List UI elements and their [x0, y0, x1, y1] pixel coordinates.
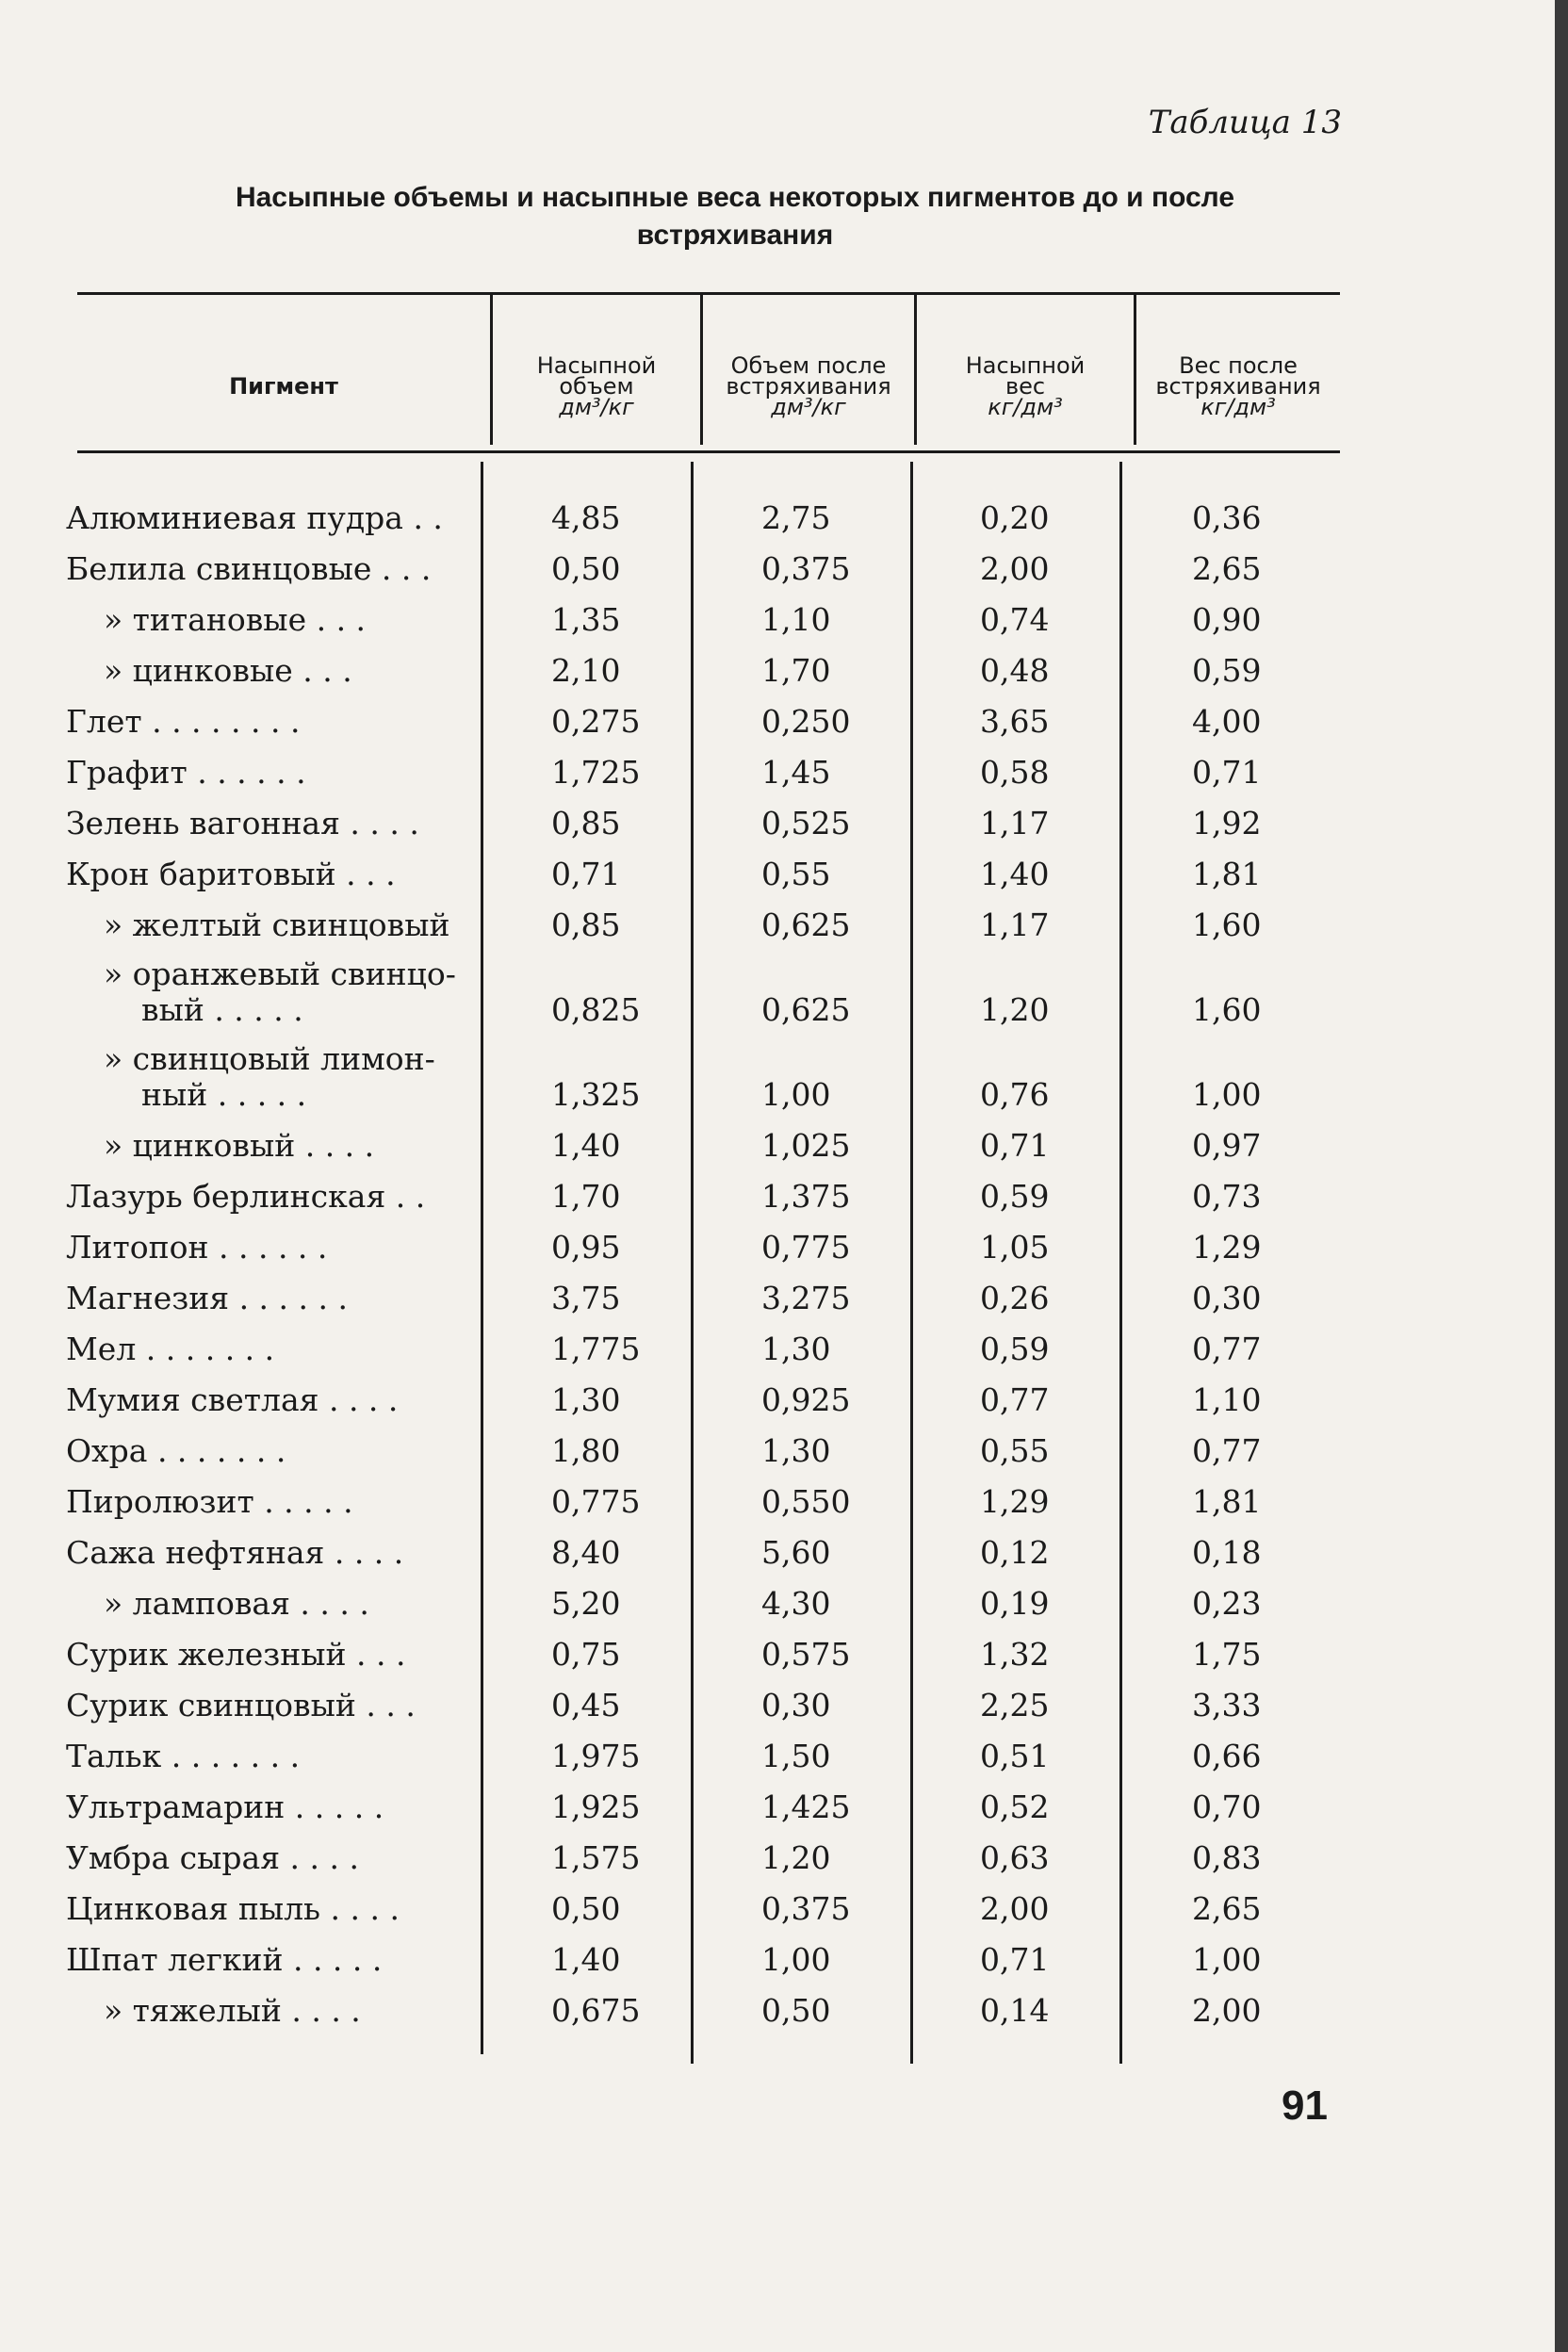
bulk-volume-value: 0,85: [551, 805, 621, 841]
pigment-name-text: Графит . . . . . .: [66, 754, 306, 791]
pigment-name-line2: ный . . . . .: [141, 1076, 307, 1113]
pigment-name-text: Сурик железный . . .: [66, 1636, 406, 1673]
top-rule: [77, 292, 1340, 295]
bulk-weight-value: 0,59: [980, 1331, 1050, 1367]
title-line-2: встряхивания: [636, 220, 834, 251]
table-row: [66, 798, 1348, 849]
volume-after-shaking-value: 4,30: [761, 1585, 831, 1622]
page-number: 91: [1282, 2082, 1328, 2129]
pigment-name: [66, 1636, 481, 1673]
pigment-name: [66, 1432, 481, 1469]
bulk-weight-value: 1,20: [980, 991, 1050, 1028]
pigment-name: [66, 1687, 481, 1723]
table-row: [66, 900, 1348, 951]
pigment-name-text: Лазурь берлинская . .: [66, 1178, 426, 1215]
pigment-name: [66, 1839, 481, 1876]
weight-after-shaking-value: 1,60: [1192, 906, 1262, 943]
pigment-name: [66, 1585, 518, 1622]
table-row: [66, 747, 1348, 798]
bulk-weight-value: 0,77: [980, 1381, 1050, 1418]
volume-after-shaking-value: 0,925: [761, 1381, 851, 1418]
pigment-name-text: Зелень вагонная . . . .: [66, 805, 419, 841]
page-edge-shadow: [1555, 0, 1568, 2352]
pigment-name: [66, 856, 481, 892]
bulk-weight-value: 0,71: [980, 1127, 1050, 1164]
header-line: Пигмент: [229, 373, 338, 400]
volume-after-shaking-value: 1,30: [761, 1432, 831, 1469]
bulk-volume-value: 2,10: [551, 652, 621, 689]
weight-after-shaking-value: 1,81: [1192, 856, 1262, 892]
weight-after-shaking-value: 0,66: [1192, 1738, 1262, 1774]
pigment-name: [66, 1534, 481, 1571]
pigment-name-text: Цинковая пыль . . . .: [66, 1890, 400, 1927]
pigment-name: [66, 499, 481, 536]
bulk-volume-value: 1,35: [551, 601, 621, 638]
volume-after-shaking-value: 1,425: [761, 1788, 851, 1825]
pigment-name-text: Магнезия . . . . . .: [66, 1280, 348, 1316]
bulk-weight-value: 1,05: [980, 1229, 1050, 1266]
bulk-weight-value: 0,71: [980, 1941, 1050, 1978]
bulk-weight-value: 1,29: [980, 1483, 1050, 1520]
weight-after-shaking-value: 1,00: [1192, 1941, 1262, 1978]
table-row: [66, 849, 1348, 900]
pigment-name: [66, 1890, 481, 1927]
pigment-name-line1: » оранжевый свинцо-: [104, 956, 456, 992]
volume-after-shaking-value: 1,10: [761, 601, 831, 638]
bulk-volume-value: 5,20: [551, 1585, 621, 1622]
bulk-volume-value: 1,40: [551, 1941, 621, 1978]
bulk-weight-value: 0,55: [980, 1432, 1050, 1469]
header-unit: дм³/кг: [771, 394, 846, 420]
pigment-name: [66, 754, 481, 791]
pigment-name-line1: » свинцовый лимон-: [104, 1040, 435, 1077]
volume-after-shaking-value: 0,375: [761, 1890, 851, 1927]
weight-after-shaking-value: 0,18: [1192, 1534, 1262, 1571]
table-row: [66, 696, 1348, 747]
bulk-weight-value: 0,20: [980, 499, 1050, 536]
table-row: [66, 1527, 1348, 1578]
pigment-name-text: Крон баритовый . . .: [66, 856, 396, 892]
pigment-name: [66, 1178, 481, 1215]
bulk-volume-value: 1,40: [551, 1127, 621, 1164]
bulk-weight-value: 2,00: [980, 550, 1050, 587]
weight-after-shaking-value: 1,75: [1192, 1636, 1262, 1673]
weight-after-shaking-value: 0,70: [1192, 1788, 1262, 1825]
table-row: [66, 544, 1348, 595]
table-row: [66, 1935, 1348, 1985]
volume-after-shaking-value: 1,025: [761, 1127, 851, 1164]
volume-after-shaking-value: 1,00: [761, 1076, 831, 1113]
bulk-weight-value: 0,52: [980, 1788, 1050, 1825]
bulk-weight-value: 2,00: [980, 1890, 1050, 1927]
bulk-volume-value: 0,50: [551, 550, 621, 587]
header-unit: кг/дм³: [1200, 394, 1276, 420]
bulk-volume-value: 1,975: [551, 1738, 641, 1774]
weight-after-shaking-value: 2,00: [1192, 1992, 1262, 2029]
table-row: [66, 1171, 1348, 1222]
header-cell: [703, 330, 914, 443]
header-line: Объем после: [730, 352, 887, 379]
pigment-name-text: » ламповая . . . .: [104, 1585, 369, 1622]
table-label: Таблица 13: [1148, 104, 1342, 141]
bulk-volume-value: 1,575: [551, 1839, 641, 1876]
bulk-weight-value: 0,26: [980, 1280, 1050, 1316]
volume-after-shaking-value: 1,20: [761, 1839, 831, 1876]
bulk-volume-value: 0,71: [551, 856, 621, 892]
bulk-volume-value: 1,775: [551, 1331, 641, 1367]
table-row: [66, 645, 1348, 696]
volume-after-shaking-value: 0,55: [761, 856, 831, 892]
bulk-volume-value: 1,325: [551, 1076, 641, 1113]
bulk-volume-value: 1,925: [551, 1788, 641, 1825]
volume-after-shaking-value: 0,575: [761, 1636, 851, 1673]
bulk-weight-value: 1,17: [980, 906, 1050, 943]
pigment-name: [66, 550, 481, 587]
table-row: [66, 1120, 1348, 1171]
header-line: встряхивания: [726, 373, 891, 400]
pigment-name: [66, 1280, 481, 1316]
pigment-name: [66, 1040, 518, 1113]
weight-after-shaking-value: 0,90: [1192, 601, 1262, 638]
bulk-weight-value: 1,32: [980, 1636, 1050, 1673]
bulk-volume-value: 0,50: [551, 1890, 621, 1927]
pigment-name-text: Сурик свинцовый . . .: [66, 1687, 416, 1723]
bulk-weight-value: 0,74: [980, 601, 1050, 638]
weight-after-shaking-value: 1,81: [1192, 1483, 1262, 1520]
header-unit: кг/дм³: [988, 394, 1063, 420]
pigment-name-text: » цинковый . . . .: [104, 1127, 375, 1164]
pigment-name: [66, 1229, 481, 1266]
volume-after-shaking-value: 1,50: [761, 1738, 831, 1774]
header-cell: [77, 330, 490, 443]
table-title: [122, 179, 1348, 254]
pigment-name-text: » желтый свинцовый: [104, 906, 450, 943]
header-line: встряхивания: [1155, 373, 1321, 400]
pigment-name-text: Алюминиевая пудра . .: [66, 499, 443, 536]
table-row: [66, 1731, 1348, 1782]
weight-after-shaking-value: 1,29: [1192, 1229, 1262, 1266]
pigment-name: [66, 703, 481, 740]
pigment-name-text: Белила свинцовые . . .: [66, 550, 432, 587]
pigment-name: [66, 1331, 481, 1367]
bulk-volume-value: 1,70: [551, 1178, 621, 1215]
weight-after-shaking-value: 1,00: [1192, 1076, 1262, 1113]
bulk-weight-value: 0,51: [980, 1738, 1050, 1774]
table-row: [66, 1680, 1348, 1731]
volume-after-shaking-value: 0,625: [761, 991, 851, 1028]
bulk-volume-value: 0,825: [551, 991, 641, 1028]
volume-after-shaking-value: 1,70: [761, 652, 831, 689]
weight-after-shaking-value: 1,10: [1192, 1381, 1262, 1418]
bulk-weight-value: 0,14: [980, 1992, 1050, 2029]
volume-after-shaking-value: 0,375: [761, 550, 851, 587]
table-row: [66, 1782, 1348, 1833]
volume-after-shaking-value: 0,30: [761, 1687, 831, 1723]
volume-after-shaking-value: 5,60: [761, 1534, 831, 1571]
volume-after-shaking-value: 0,525: [761, 805, 851, 841]
bulk-weight-value: 0,76: [980, 1076, 1050, 1113]
bulk-volume-value: 1,80: [551, 1432, 621, 1469]
table-row: [66, 1036, 1348, 1120]
table-body: [66, 493, 1348, 2036]
bulk-weight-value: 2,25: [980, 1687, 1050, 1723]
volume-after-shaking-value: 1,375: [761, 1178, 851, 1215]
table-row: [66, 1884, 1348, 1935]
volume-after-shaking-value: 0,775: [761, 1229, 851, 1266]
volume-after-shaking-value: 2,75: [761, 499, 831, 536]
bulk-weight-value: 1,17: [980, 805, 1050, 841]
bulk-weight-value: 0,58: [980, 754, 1050, 791]
header-line: Насыпной: [536, 352, 657, 379]
bulk-volume-value: 1,30: [551, 1381, 621, 1418]
pigment-name-text: Умбра сырая . . . .: [66, 1839, 359, 1876]
weight-after-shaking-value: 1,92: [1192, 805, 1262, 841]
table-row: [66, 1833, 1348, 1884]
pigment-name: [66, 1483, 481, 1520]
volume-after-shaking-value: 0,625: [761, 906, 851, 943]
weight-after-shaking-value: 0,23: [1192, 1585, 1262, 1622]
bulk-weight-value: 0,59: [980, 1178, 1050, 1215]
bulk-volume-value: 0,75: [551, 1636, 621, 1673]
volume-after-shaking-value: 0,550: [761, 1483, 851, 1520]
bulk-volume-value: 4,85: [551, 499, 621, 536]
table-row: [66, 1578, 1348, 1629]
pigment-name-text: Шпат легкий . . . . .: [66, 1941, 383, 1978]
bulk-volume-value: 0,775: [551, 1483, 641, 1520]
table-row: [66, 1273, 1348, 1324]
pigment-name: [66, 1738, 481, 1774]
volume-after-shaking-value: 1,45: [761, 754, 831, 791]
pigment-name: [66, 1381, 481, 1418]
pigment-name: [66, 1788, 481, 1825]
volume-after-shaking-value: 3,275: [761, 1280, 851, 1316]
pigment-name-text: Охра . . . . . . .: [66, 1432, 286, 1469]
weight-after-shaking-value: 0,36: [1192, 499, 1262, 536]
header-cell: [917, 330, 1134, 443]
bulk-volume-value: 0,675: [551, 1992, 641, 2029]
pigment-name: [66, 1127, 518, 1164]
title-line-1: Насыпные объемы и насыпные веса некоторых пигментов до и после: [235, 182, 1235, 213]
bulk-volume-value: 0,275: [551, 703, 641, 740]
weight-after-shaking-value: 2,65: [1192, 1890, 1262, 1927]
volume-after-shaking-value: 1,30: [761, 1331, 831, 1367]
weight-after-shaking-value: 0,97: [1192, 1127, 1262, 1164]
table-row: [66, 493, 1348, 544]
bulk-volume-value: 0,45: [551, 1687, 621, 1723]
weight-after-shaking-value: 0,83: [1192, 1839, 1262, 1876]
header-cell: [493, 330, 700, 443]
weight-after-shaking-value: 0,71: [1192, 754, 1262, 791]
table-row: [66, 951, 1348, 1036]
pigment-name-text: Глет . . . . . . . .: [66, 703, 301, 740]
pigment-name-text: Ультрамарин . . . . .: [66, 1788, 384, 1825]
pigment-name: [66, 1941, 481, 1978]
table-row: [66, 1985, 1348, 2036]
header-line: Вес после: [1179, 352, 1298, 379]
bulk-weight-value: 0,19: [980, 1585, 1050, 1622]
pigment-name-text: Пиролюзит . . . . .: [66, 1483, 353, 1520]
pigment-name: [66, 805, 481, 841]
bulk-weight-value: 1,40: [980, 856, 1050, 892]
pigment-name: [66, 906, 518, 943]
header-bottom-rule: [77, 450, 1340, 453]
header-cell: [1136, 330, 1340, 443]
table-row: [66, 595, 1348, 645]
bulk-weight-value: 0,48: [980, 652, 1050, 689]
table-row: [66, 1477, 1348, 1527]
volume-after-shaking-value: 1,00: [761, 1941, 831, 1978]
header-line: объем: [559, 373, 634, 400]
pigment-name: [66, 1992, 518, 2029]
header-line: Насыпной: [965, 352, 1086, 379]
weight-after-shaking-value: 2,65: [1192, 550, 1262, 587]
weight-after-shaking-value: 0,77: [1192, 1331, 1262, 1367]
pigment-name-text: Сажа нефтяная . . . .: [66, 1534, 404, 1571]
weight-after-shaking-value: 3,33: [1192, 1687, 1262, 1723]
bulk-weight-value: 0,63: [980, 1839, 1050, 1876]
bulk-volume-value: 8,40: [551, 1534, 621, 1571]
table-row: [66, 1375, 1348, 1426]
volume-after-shaking-value: 0,250: [761, 703, 851, 740]
bulk-weight-value: 3,65: [980, 703, 1050, 740]
weight-after-shaking-value: 0,59: [1192, 652, 1262, 689]
table-row: [66, 1629, 1348, 1680]
pigment-name-text: » титановые . . .: [104, 601, 367, 638]
weight-after-shaking-value: 0,30: [1192, 1280, 1262, 1316]
weight-after-shaking-value: 4,00: [1192, 703, 1262, 740]
pigment-name-line2: вый . . . . .: [141, 991, 303, 1028]
pigment-name-text: Мумия светлая . . . .: [66, 1381, 399, 1418]
bulk-volume-value: 3,75: [551, 1280, 621, 1316]
table-row: [66, 1426, 1348, 1477]
bulk-volume-value: 0,85: [551, 906, 621, 943]
pigment-name: [66, 956, 518, 1028]
pigment-name-text: Тальк . . . . . . .: [66, 1738, 301, 1774]
table-row: [66, 1222, 1348, 1273]
table-row: [66, 1324, 1348, 1375]
header-line: вес: [1004, 373, 1046, 400]
pigment-name-text: » цинковые . . .: [104, 652, 352, 689]
bulk-volume-value: 0,95: [551, 1229, 621, 1266]
bulk-volume-value: 1,725: [551, 754, 641, 791]
header-unit: дм³/кг: [559, 394, 634, 420]
weight-after-shaking-value: 0,77: [1192, 1432, 1262, 1469]
pigment-name: [66, 652, 518, 689]
bulk-weight-value: 0,12: [980, 1534, 1050, 1571]
weight-after-shaking-value: 0,73: [1192, 1178, 1262, 1215]
pigment-name-text: Мел . . . . . . .: [66, 1331, 275, 1367]
weight-after-shaking-value: 1,60: [1192, 991, 1262, 1028]
pigment-name: [66, 601, 518, 638]
pigment-name-text: Литопон . . . . . .: [66, 1229, 328, 1266]
pigment-name-text: » тяжелый . . . .: [104, 1992, 361, 2029]
volume-after-shaking-value: 0,50: [761, 1992, 831, 2029]
